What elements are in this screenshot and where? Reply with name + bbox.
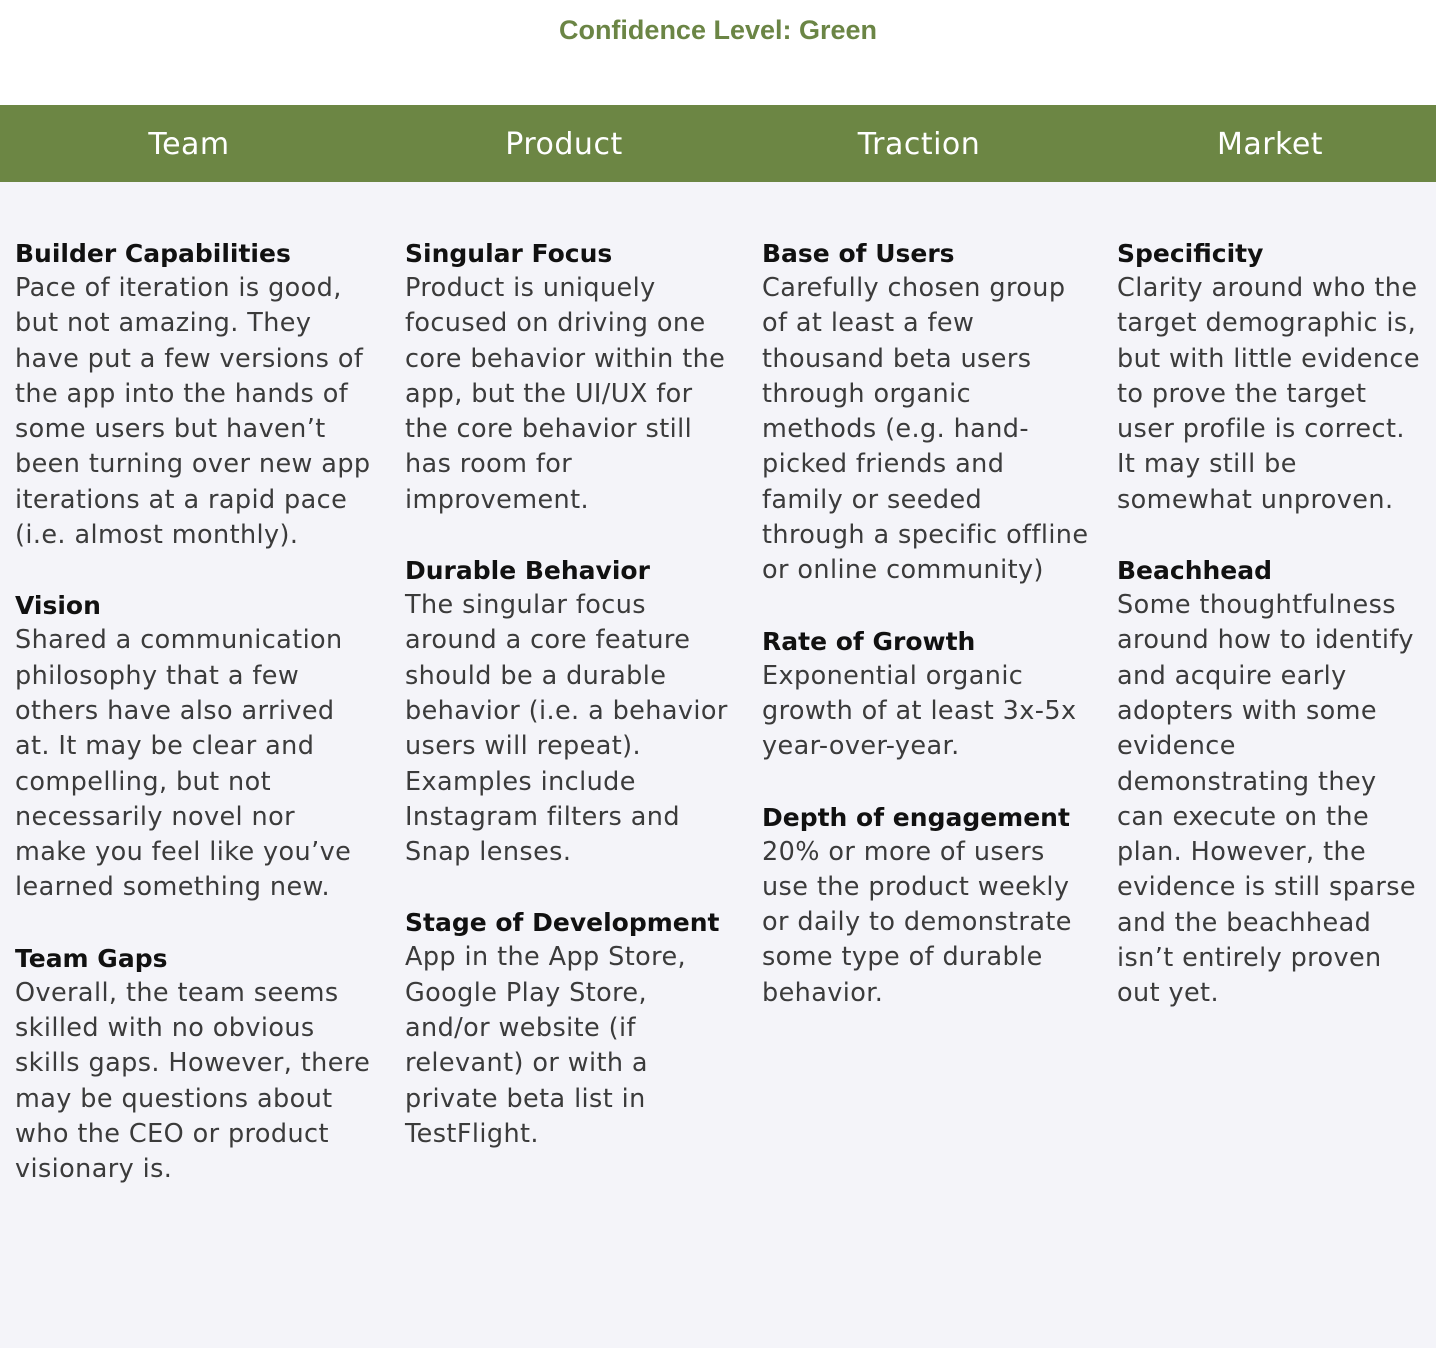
section-title: Specificity [1117, 239, 1264, 268]
section-title: Depth of engagement [762, 802, 1070, 832]
section-title: Stage of Development [405, 908, 720, 938]
page-title: Confidence Level: Green [558, 15, 878, 45]
section-text: Exponential organic growth of at least 3x-5x year-over-year. [762, 660, 1077, 762]
column-market [1117, 236, 1427, 1047]
section-text: Some thoughtfulness around how to identify and acquire early adopters with some evidence demonstrating they can execute on the plan. However, the evidence is still sparse and the beachhead isn’t entirely proven out yet. [1117, 590, 1416, 1009]
section-title: Durable Behavior [405, 556, 650, 586]
section-text: Carefully chosen group of at least a few thousand beta users through organic methods (e.g. hand-picked friends and family or seeded through a specific offline or online community) [762, 273, 1089, 586]
column-header-traction: Traction [857, 127, 981, 162]
section-text: The singular focus around a core feature should be a durable behavior (i.e. a behavior users will repeat). Examples include Instagram filters and Snap lenses. [405, 590, 728, 868]
column-header-bar [0, 105, 1436, 182]
section-text: Clarity around who the target demographic is, but with little evidence to prove the target user profile is correct. It may still be somewhat unproven. [1117, 273, 1420, 515]
section-title: Rate of Growth [762, 626, 976, 656]
section-title: Beachhead [1117, 556, 1273, 586]
section-rate-of-growth [762, 624, 1092, 765]
section-specificity [1117, 236, 1427, 518]
column-header-team: Team [148, 127, 230, 162]
section-depth-of-engagement [762, 800, 1092, 1011]
section-text: 20% or more of users use the product weekly or daily to demonstrate some type of durable behavior. [762, 836, 1072, 1008]
section-builder-capabilities [15, 236, 373, 553]
section-title: Builder Capabilities [15, 239, 291, 268]
section-singular-focus [405, 236, 735, 518]
column-team [15, 236, 373, 1223]
section-base-of-users [762, 236, 1092, 589]
column-header-market: Market [1216, 127, 1324, 162]
section-team-gaps [15, 941, 373, 1188]
section-title: Singular Focus [405, 239, 613, 268]
section-title: Base of Users [762, 239, 955, 268]
section-text: App in the App Store, Google Play Store, and/or website (if relevant) or with a private beta list in TestFlight. [405, 942, 687, 1149]
section-stage-of-development [405, 905, 735, 1152]
section-text: Product is uniquely focused on driving one core behavior within the app, but the UI/UX for the core behavior still has room for improvement. [405, 273, 726, 515]
column-header-product: Product [505, 127, 623, 162]
criteria-grid [0, 182, 1436, 1348]
section-vision [15, 588, 373, 905]
section-text: Pace of iteration is good, but not amazing. They have put a few versions of the app into the hands of some users but haven’t been turning over new app iterations at a rapid pace (i.e. almost monthly). [15, 273, 371, 551]
section-beachhead [1117, 553, 1427, 1012]
column-product [405, 236, 735, 1187]
section-durable-behavior [405, 553, 735, 870]
column-traction [762, 236, 1092, 1046]
title-bar [0, 0, 1436, 105]
section-title: Vision [15, 591, 101, 621]
section-title: Team Gaps [15, 943, 168, 973]
section-text: Overall, the team seems skilled with no obvious skills gaps. However, there may be questions about who the CEO or product visionary is. [15, 977, 371, 1185]
section-text: Shared a communication philosophy that a few others have also arrived at. It may be clear and compelling, but not necessarily novel nor make you feel like you’ve learned something new. [15, 625, 352, 903]
